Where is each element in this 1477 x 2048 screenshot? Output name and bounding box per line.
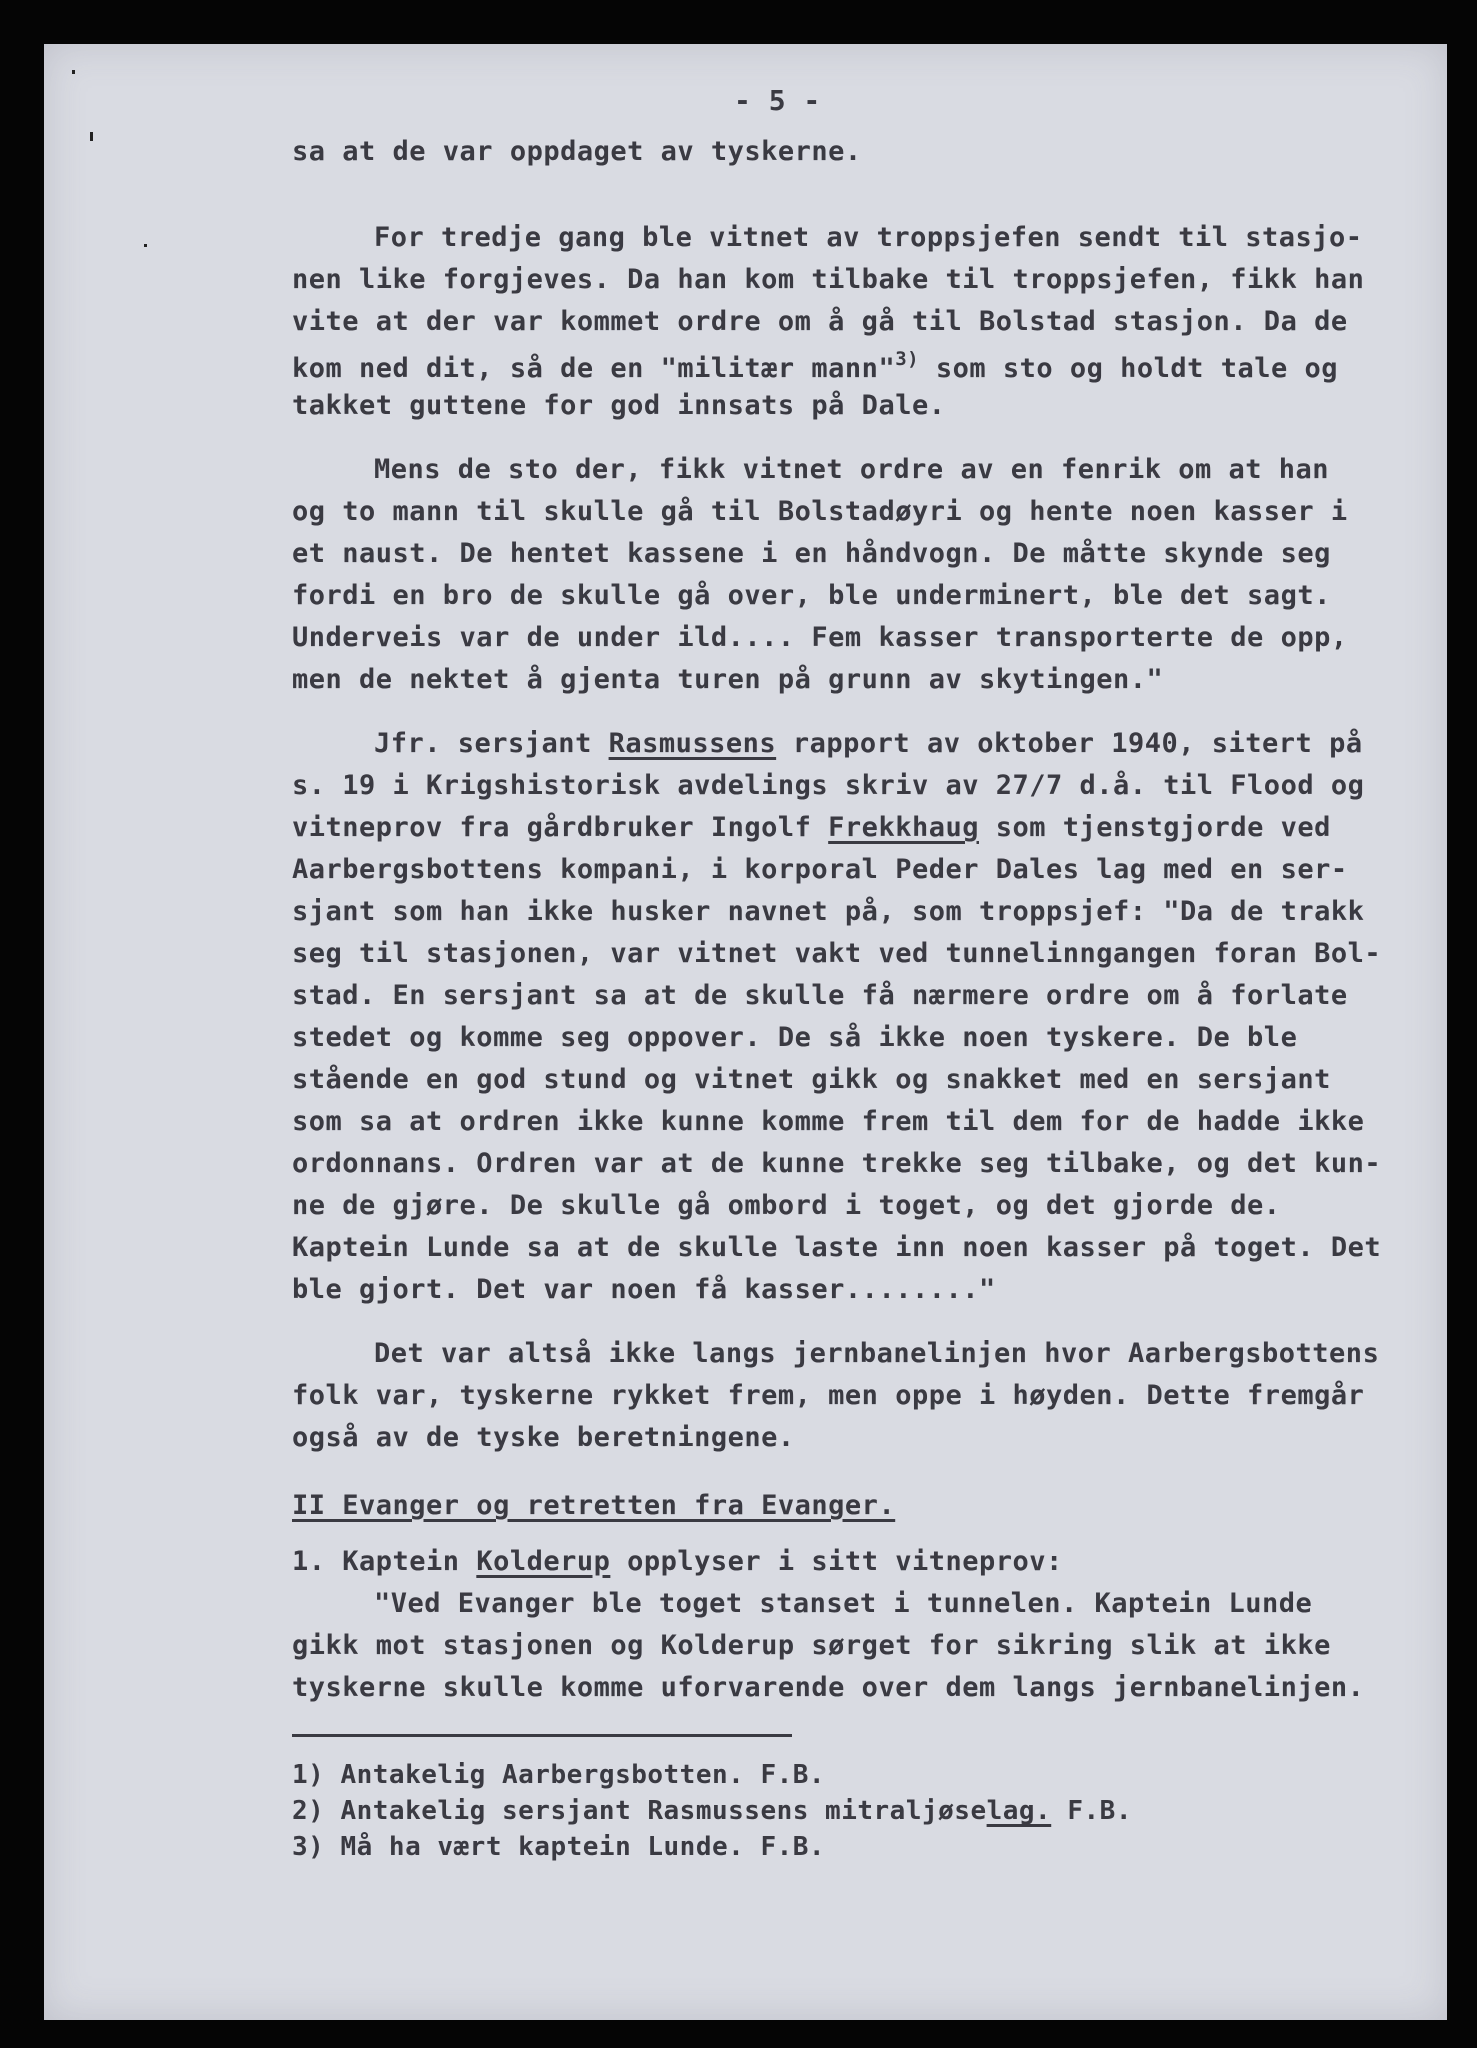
text-line: [292, 812, 1331, 843]
text-line: Kaptein Lunde sa at de skulle laste inn noen kasser på toget. Det: [292, 1232, 1382, 1263]
text-span: vitneprov fra gårdbruker Ingolf: [292, 812, 829, 843]
footnote-ref: 3): [895, 348, 920, 370]
footnote: 3) Må ha vært kaptein Lunde. F.B.: [292, 1832, 826, 1862]
paper-speck: [90, 132, 93, 141]
text-line: et naust. De hentet kassene i en håndvogn. De måtte skynde seg: [292, 538, 1331, 569]
text-line: og to mann til skulle gå til Bolstadøyri og hente noen kasser i: [292, 496, 1348, 527]
text-span: 1. Kaptein: [292, 1546, 477, 1577]
text-line: nen like forgjeves. Da han kom tilbake til troppsjefen, fikk han: [292, 264, 1365, 295]
text-line: folk var, tyskerne rykket frem, men oppe i høyden. Dette fremgår: [292, 1380, 1365, 1411]
page-number: - 5 -: [734, 84, 821, 117]
underlined-text: lag.: [986, 1796, 1052, 1826]
text-line: fordi en bro de skulle gå over, ble underminert, ble det sagt.: [292, 580, 1331, 611]
text-span: opplyser i sitt vitneprov:: [610, 1546, 1063, 1577]
text-line: men de nektet å gjenta turen på grunn av skytingen.": [292, 664, 1164, 695]
text-line: vite at der var kommet ordre om å gå til Bolstad stasjon. Da de: [292, 306, 1348, 337]
text-line: ble gjort. Det var noen få kasser........": [292, 1274, 996, 1305]
text-span: F.B.: [1051, 1796, 1132, 1826]
paper-speck: [144, 244, 147, 247]
footnote-rule: [292, 1734, 792, 1737]
text-line: seg til stasjonen, var vitnet vakt ved tunnelinngangen foran Bol-: [292, 938, 1382, 969]
document-page: [44, 44, 1447, 2020]
text-span: 2) Antakelig sersjant Rasmussens mitraljøse: [292, 1796, 987, 1826]
underlined-name: Frekkhaug: [828, 812, 979, 843]
text-line: som sa at ordren ikke kunne komme frem til dem for de hadde ikke: [292, 1106, 1365, 1137]
text-line: [374, 728, 1363, 759]
text-line: stedet og komme seg oppover. De så ikke noen tyskere. De ble: [292, 1022, 1298, 1053]
text-line: Det var altså ikke langs jernbanelinjen hvor Aarbergsbottens: [374, 1338, 1380, 1369]
text-span: Jfr. sersjant: [374, 728, 609, 759]
text-line: Underveis var de under ild.... Fem kasser transporterte de opp,: [292, 622, 1348, 653]
text-span: som tjenstgjorde ved: [978, 812, 1331, 843]
footnote: [292, 1796, 1132, 1826]
text-line: stående en god stund og vitnet gikk og snakket med en sersjant: [292, 1064, 1331, 1095]
text-span: som sto og holdt tale og: [919, 353, 1338, 384]
text-line: [292, 348, 1338, 384]
text-line: "Ved Evanger ble toget stanset i tunnelen. Kaptein Lunde: [374, 1588, 1313, 1619]
section-heading: II Evanger og retretten fra Evanger.: [292, 1490, 896, 1521]
text-line: For tredje gang ble vitnet av troppsjefen sendt til stasjo-: [374, 222, 1363, 253]
text-line: ordonnans. Ordren var at de kunne trekke seg tilbake, og det kun-: [292, 1148, 1382, 1179]
text-span: rapport av oktober 1940, sitert på: [776, 728, 1363, 759]
text-line: Mens de sto der, fikk vitnet ordre av en fenrik om at han: [374, 454, 1330, 485]
footnote: 1) Antakelig Aarbergsbotten. F.B.: [292, 1760, 826, 1790]
typewritten-text: [44, 44, 1447, 2020]
text-line: gikk mot stasjonen og Kolderup sørget for sikring slik at ikke: [292, 1630, 1331, 1661]
text-line: tyskerne skulle komme uforvarende over dem langs jernbanelinjen.: [292, 1672, 1365, 1703]
text-line: sa at de var oppdaget av tyskerne.: [292, 136, 862, 167]
text-line: ne de gjøre. De skulle gå ombord i toget, og det gjorde de.: [292, 1190, 1281, 1221]
text-line: s. 19 i Krigshistorisk avdelings skriv av 27/7 d.å. til Flood og: [292, 770, 1365, 801]
text-line: stad. En sersjant sa at de skulle få nærmere ordre om å forlate: [292, 980, 1348, 1011]
underlined-name: Kolderup: [476, 1546, 611, 1577]
text-span: kom ned dit, så de en "militær mann": [292, 353, 896, 384]
text-line: også av de tyske beretningene.: [292, 1422, 795, 1453]
underlined-name: Rasmussens: [608, 728, 777, 759]
text-line: takket guttene for god innsats på Dale.: [292, 390, 946, 421]
text-line: sjant som han ikke husker navnet på, som troppsjef: "Da de trakk: [292, 896, 1365, 927]
text-line: Aarbergsbottens kompani, i korporal Peder Dales lag med en ser-: [292, 854, 1348, 885]
paper-speck: [72, 70, 75, 74]
text-line: [292, 1546, 1063, 1577]
